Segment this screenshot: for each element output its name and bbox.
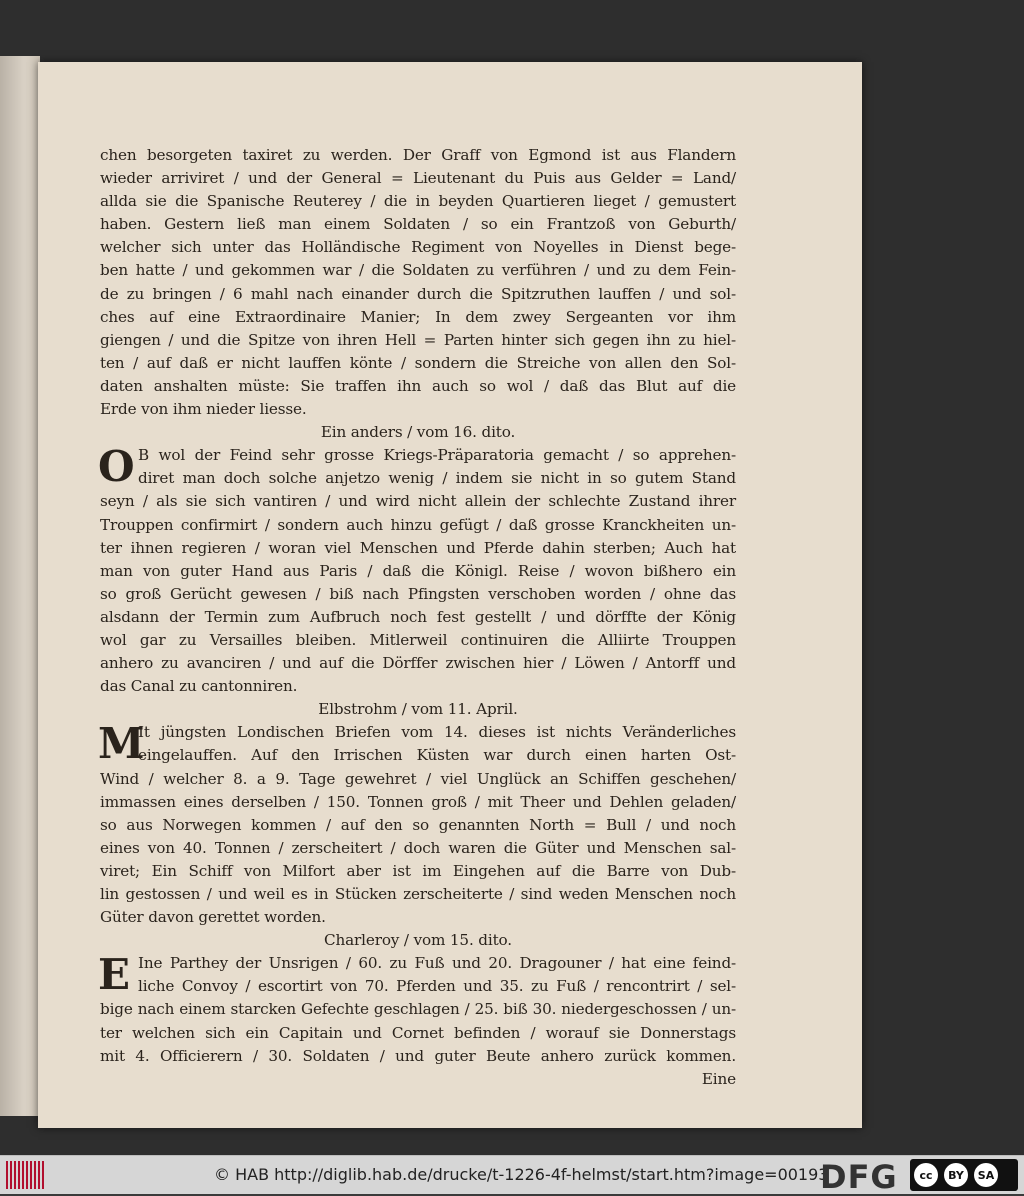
text-line: viret; Ein Schiff von Milfort aber ist im Eingehen auf die Barre von Dub- (100, 861, 736, 880)
text-line: das Canal zu cantonniren. (100, 677, 298, 696)
text-line: Erde von ihm nieder liesse. (100, 400, 307, 419)
paragraph-1 (100, 144, 736, 421)
text-line: It jüngsten Londischen Briefen vom 14. dieses ist nichts Veränderliches (138, 723, 736, 742)
section-charleroy (100, 929, 736, 1091)
sa-icon: SA (974, 1163, 998, 1187)
text-line: ben hatte / und gekommen war / die Soldaten zu verführen / und zu dem Fein- (100, 261, 736, 280)
text-line: eines von 40. Tonnen / zerscheitert / doch waren die Güter und Menschen sal- (100, 838, 736, 857)
section-antwerp (100, 421, 736, 698)
text-line: haben. Gestern ließ man einem Soldaten / so ein Frantzoß von Geburth/ (100, 215, 736, 234)
text-line: eingelauffen. Auf den Irrischen Küsten war durch einen harten Ost- (138, 746, 736, 765)
text-line: so aus Norwegen kommen / auf den so genannten North = Bull / und noch (100, 815, 736, 834)
text-line: chen besorgeten taxiret zu werden. Der Graff von Egmond ist aus Flandern (100, 146, 736, 164)
cc-license-badge[interactable] (910, 1159, 1018, 1191)
cc-icon: cc (914, 1163, 938, 1187)
drop-cap: M (98, 719, 145, 769)
book-page (38, 62, 862, 1128)
text-line: wol gar zu Versailles bleiben. Mitlerweil continuiren die Alliirte Trouppen (100, 630, 736, 649)
text-line: allda sie die Spanische Reuterey / die in beyden Quartieren lieget / gemustert (100, 192, 736, 211)
text-line: mit 4. Officierern / 30. Soldaten / und guter Beute anhero zurück kommen. (100, 1046, 736, 1065)
text-line: seyn / als sie sich vantiren / und wird nicht allein der schlechte Zustand ihrer (100, 492, 736, 511)
viewer-footer (0, 1155, 1024, 1194)
text-line: so groß Gerücht gewesen / biß nach Pfingsten verschoben worden / ohne das (100, 584, 736, 603)
by-icon: BY (944, 1163, 968, 1187)
text-line: Ine Parthey der Unsrigen / 60. zu Fuß und 20. Dragouner / hat eine feind- (138, 954, 736, 973)
drop-cap: O (98, 442, 135, 492)
text-line: Wind / welcher 8. a 9. Tage gewehret / viel Unglück an Schiffen geschehen/ (100, 769, 736, 788)
text-line: liche Convoy / escortirt von 70. Pferden und 35. zu Fuß / rencontrirt / sel- (138, 977, 736, 996)
text-line: Trouppen confirmirt / sondern auch hinzu gefügt / daß grosse Kranckheiten un- (100, 515, 736, 534)
text-line: ter ihnen regieren / woran viel Menschen und Pferde dahin sterben; Auch hat (100, 538, 736, 557)
text-line: ter welchen sich ein Capitain und Cornet befinden / worauf sie Donnerstags (100, 1023, 736, 1042)
text-line: lin gestossen / und weil es in Stücken zerscheiterte / sind weden Menschen noch (100, 885, 736, 903)
text-line: diret man doch solche anjetzo wenig / indem sie nicht in so gutem Stand (138, 469, 736, 488)
text-line: de zu bringen / 6 mahl nach einander durch die Spitzruthen lauffen / und sol- (100, 284, 736, 303)
left-page-edge (0, 56, 40, 1116)
text-line: alsdann der Termin zum Aufbruch noch fest gestellt / und dörffte der König (100, 607, 736, 626)
text-line: bige nach einem starcken Gefechte geschlagen / 25. biß 30. niedergeschossen / un- (100, 1000, 736, 1019)
section-heading: Charleroy / vom 15. dito. (324, 931, 512, 950)
barcode-icon (6, 1161, 48, 1189)
text-line: wieder arriviret / und der General = Lieutenant du Puis aus Gelder = Land/ (100, 169, 736, 188)
source-link[interactable]: © HAB http://diglib.hab.de/drucke/t-1226-4f-helmst/start.htm?image=00193 (214, 1165, 829, 1184)
drop-cap: E (98, 950, 130, 1000)
text-line: immassen eines derselben / 150. Tonnen groß / mit Theer und Dehlen geladen/ (100, 792, 736, 811)
text-line: giengen / und die Spitze von ihren Hell = Parten hinter sich gegen ihn zu hiel- (100, 330, 736, 349)
text-line: B wol der Feind sehr grosse Kriegs-Präparatoria gemacht / so apprehen- (138, 446, 736, 465)
text-line: anhero zu avanciren / und auf die Dörffer zwischen hier / Löwen / Antorff und (100, 654, 736, 673)
section-elbstrohm (100, 698, 736, 929)
page-text (100, 144, 736, 1091)
text-line: Güter davon gerettet worden. (100, 908, 326, 927)
text-line: ches auf eine Extraordinaire Manier; In dem zwey Sergeanten vor ihm (100, 307, 736, 326)
dfg-logo: DFG (820, 1158, 898, 1196)
catchword: Eine (701, 1069, 736, 1088)
text-line: ten / auf daß er nicht lauffen könte / sondern die Streiche von allen den Sol- (100, 353, 736, 372)
text-line: daten anshalten müste: Sie traffen ihn auch so wol / daß das Blut auf die (100, 376, 736, 395)
section-heading: Ein anders / vom 16. dito. (320, 423, 516, 442)
text-line: man von guter Hand aus Paris / daß die Königl. Reise / wovon bißhero ein (100, 561, 736, 580)
section-heading: Elbstrohm / vom 11. April. (318, 700, 518, 719)
text-line: welcher sich unter das Holländische Regiment von Noyelles in Dienst bege- (100, 238, 736, 257)
